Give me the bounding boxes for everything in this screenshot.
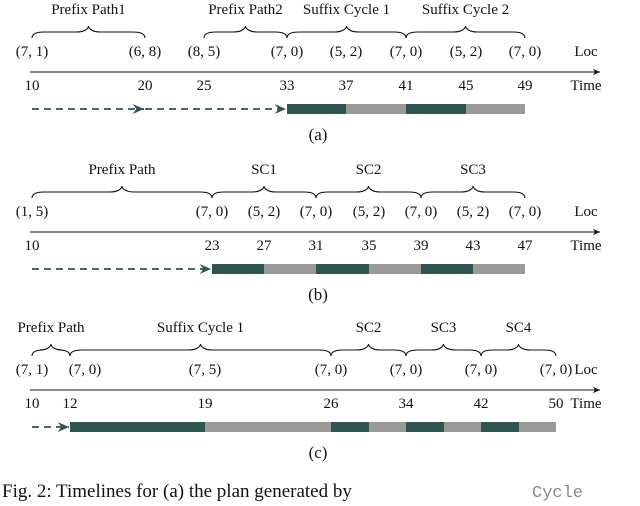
brace xyxy=(406,344,481,356)
brace-label: Suffix Cycle 2 xyxy=(421,2,510,18)
loc-label: (8, 5) xyxy=(187,44,221,60)
panel-c xyxy=(16,320,602,462)
loc-label: (6, 8) xyxy=(128,44,162,60)
panel-sublabel: (a) xyxy=(308,125,328,144)
loc-label: (7, 0) xyxy=(389,362,423,378)
cycle-segment-dark xyxy=(421,264,473,274)
time-label: 31 xyxy=(308,238,324,254)
loc-axis-label: Loc xyxy=(574,44,598,60)
cycle-segment-dark xyxy=(212,264,264,274)
brace-label: SC4 xyxy=(505,320,532,336)
time-label: 20 xyxy=(137,78,153,94)
loc-label: (7, 0) xyxy=(508,44,542,60)
time-axis-label: Time xyxy=(570,78,602,94)
brace-label: Prefix Path2 xyxy=(208,2,283,18)
time-label: 35 xyxy=(361,238,377,254)
cycle-segment-light xyxy=(346,104,406,114)
cycle-segment-light xyxy=(369,264,421,274)
brace xyxy=(212,186,316,198)
loc-label: (7, 0) xyxy=(389,44,423,60)
time-axis-label: Time xyxy=(570,396,602,412)
loc-label: (7, 5) xyxy=(188,362,222,378)
loc-label: (7, 0) xyxy=(299,204,333,220)
panel-sublabel: (c) xyxy=(308,443,328,462)
brace-label: SC3 xyxy=(430,320,457,336)
time-label: 10 xyxy=(24,78,40,94)
panel-a xyxy=(16,2,602,144)
brace-label: SC2 xyxy=(355,162,382,178)
brace xyxy=(32,344,70,356)
cycle-segment-dark xyxy=(331,422,369,432)
cycle-segment-light xyxy=(205,422,331,432)
time-label: 25 xyxy=(196,78,212,94)
brace-label: Prefix Path xyxy=(88,162,156,178)
loc-label: (5, 2) xyxy=(456,204,490,220)
loc-label: (5, 2) xyxy=(449,44,483,60)
loc-label: (7, 1) xyxy=(15,362,49,378)
brace-label: Prefix Path1 xyxy=(51,2,126,18)
time-label: 23 xyxy=(204,238,220,254)
brace xyxy=(316,186,421,198)
cycle-segment-dark xyxy=(70,422,205,432)
loc-axis-label: Loc xyxy=(574,362,598,378)
loc-label: (7, 0) xyxy=(314,362,348,378)
brace xyxy=(70,344,331,356)
brace xyxy=(421,186,525,198)
time-label: 26 xyxy=(323,396,339,412)
brace xyxy=(331,344,406,356)
loc-label: (7, 1) xyxy=(15,44,49,60)
time-label: 50 xyxy=(548,396,564,412)
cycle-segment-light xyxy=(519,422,556,432)
time-label: 10 xyxy=(24,396,40,412)
time-label: 41 xyxy=(398,78,414,94)
time-label: 34 xyxy=(398,396,414,412)
cycle-segment-light xyxy=(264,264,316,274)
brace-label: SC1 xyxy=(251,162,277,178)
brace-label: SC3 xyxy=(460,162,486,178)
time-label: 33 xyxy=(279,78,295,94)
loc-label: (1, 5) xyxy=(15,204,49,220)
panel-b xyxy=(16,162,602,304)
loc-axis-label: Loc xyxy=(574,204,598,220)
brace-label: Prefix Path xyxy=(17,320,85,336)
brace xyxy=(204,26,287,38)
cycle-segment-dark xyxy=(481,422,519,432)
brace xyxy=(287,26,406,38)
cycle-segment-light xyxy=(473,264,525,274)
loc-label: (5, 2) xyxy=(247,204,281,220)
brace xyxy=(32,26,145,38)
time-label: 49 xyxy=(517,78,533,94)
cycle-segment-dark xyxy=(287,104,346,114)
cycle-segment-light xyxy=(369,422,406,432)
loc-label: (5, 2) xyxy=(352,204,386,220)
time-axis-label: Time xyxy=(570,238,602,254)
loc-label: (7, 0) xyxy=(195,204,229,220)
loc-label: (7, 0) xyxy=(68,362,102,378)
time-label: 27 xyxy=(256,238,272,254)
cycle-segment-dark xyxy=(316,264,369,274)
loc-label: (7, 0) xyxy=(270,44,304,60)
cycle-segment-light xyxy=(466,104,525,114)
time-label: 12 xyxy=(62,396,78,412)
time-label: 45 xyxy=(458,78,474,94)
loc-label: (7, 0) xyxy=(539,362,573,378)
brace xyxy=(481,344,556,356)
time-label: 19 xyxy=(197,396,213,412)
time-label: 42 xyxy=(473,396,489,412)
cycle-segment-light xyxy=(444,422,481,432)
panel-sublabel: (b) xyxy=(308,285,328,304)
loc-label: (7, 0) xyxy=(404,204,438,220)
figure-caption xyxy=(2,481,583,501)
loc-label: (7, 0) xyxy=(464,362,498,378)
time-label: 10 xyxy=(24,238,40,254)
loc-label: (7, 0) xyxy=(508,204,542,220)
brace-label: Suffix Cycle 1 xyxy=(156,320,245,336)
time-label: 47 xyxy=(517,238,533,254)
brace-label: SC2 xyxy=(355,320,382,336)
brace-label: Suffix Cycle 1 xyxy=(302,2,391,18)
brace xyxy=(406,26,525,38)
caption-mono-text: Cycle xyxy=(532,484,584,501)
brace xyxy=(32,186,212,198)
time-label: 37 xyxy=(338,78,354,94)
time-label: 39 xyxy=(413,238,429,254)
cycle-segment-dark xyxy=(406,422,444,432)
cycle-segment-dark xyxy=(406,104,466,114)
time-label: 43 xyxy=(465,238,481,254)
loc-label: (5, 2) xyxy=(329,44,363,60)
caption-text: Fig. 2: Timelines for (a) the plan generated by xyxy=(2,481,352,501)
